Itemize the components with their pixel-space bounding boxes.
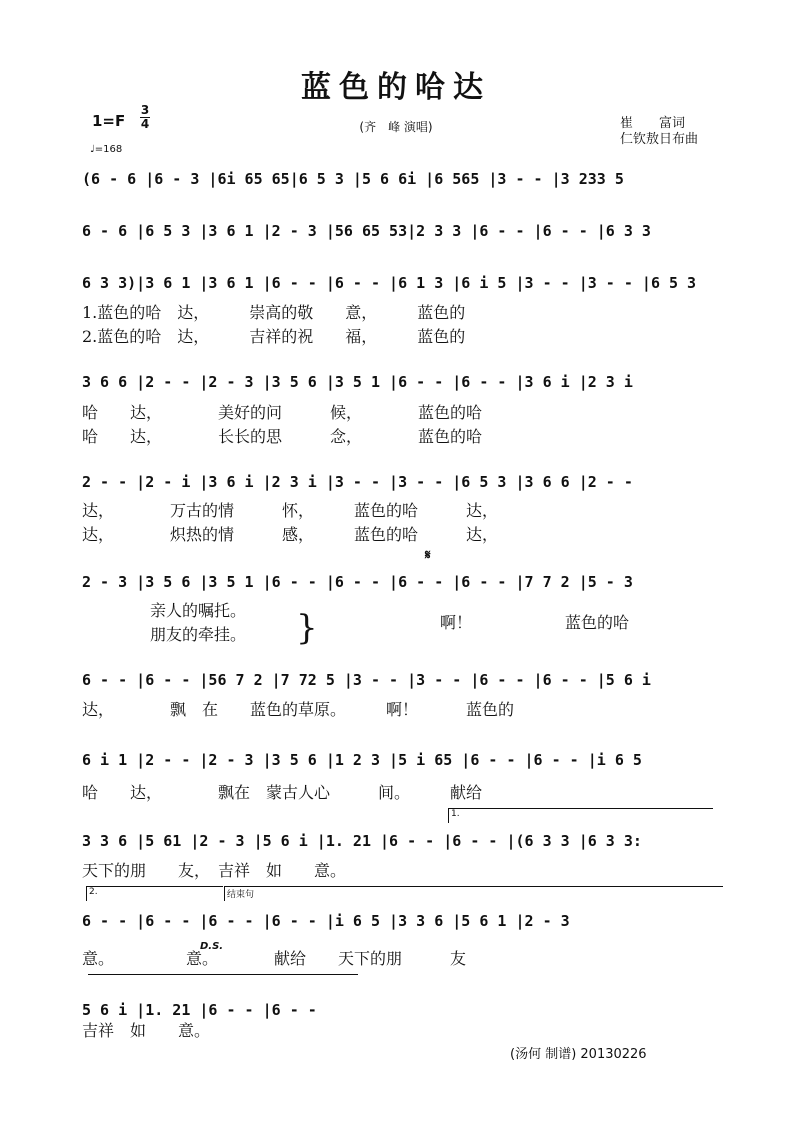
notation-row-4 [82,366,714,398]
notation-row-1 [82,163,714,195]
song-title: 蓝色的哈达 [301,70,491,105]
row-4-lyric-verse-2: 哈 达， 长长的思 念， 蓝色的哈 [82,427,483,446]
performer: (齐 峰 演唱) [359,120,433,134]
first-ending-label: 1. [451,809,460,819]
ds-mark: D.S. [200,941,224,952]
row-6-notes: 2 - 3 |3 5 6 |3 5 1 |6 - - |6 - - |6 - - |6 - - |7 7 2 |5 - 3 [82,573,633,591]
notation-row-6 [82,566,714,598]
row-10-notes: 6 - - |6 - - |6 - - |6 - - |i 6 5 |3 3 6 |5 6 1 |2 - 3 [82,912,570,930]
row-8-lyric: 哈 达， 飘在 蒙古人心 间。 献给 [82,783,483,802]
footer-credit: (汤何 制谱) 20130226 [510,1047,647,1062]
row-9-notes: 3 3 6 |5 61 |2 - 3 |5 6 i |1. 21 |6 - - |6 - - |(6 3 3 |6 3 3: [82,832,642,850]
row-11-lyric: 吉祥 如 意。 [82,1021,211,1040]
row-5-notes: 2 - - |2 - i |3 6 i |2 3 i |3 - - |3 - - |6 5 3 |3 6 6 |2 - - [82,473,633,491]
notation-row-8 [82,744,714,776]
second-ending-bracket [86,886,223,901]
row-3-lyric-verse-2: 2.蓝色的哈 达， 吉祥的祝 福， 蓝色的 [82,327,466,346]
row-8-notes: 6 i 1 |2 - - |2 - 3 |3 5 6 |1 2 3 |5 i 65 |6 - - |6 - - |i 6 5 [82,751,642,769]
row-4-lyric-verse-1: 哈 达， 美好的问 候， 蓝色的哈 [82,403,483,422]
row-1-notes: (6 - 6 |6 - 3 |6i 65 65|6 5 3 |5 6 6i |6 565 |3 - - |3 233 5 [82,170,624,188]
notation-row-10 [82,905,714,937]
row-9-lyric: 天下的朋 友， 吉祥 如 意。 [82,861,347,880]
row-5-lyric-verse-2: 达， 炽热的情 感， 蓝色的哈 达， [82,525,499,544]
row-5-lyric-verse-1: 达， 万古的情 怀， 蓝色的哈 达， [82,501,499,520]
lyricist-credit: 崔 富词 [620,116,686,131]
row-6-lyric-verse-2: 朋友的牵挂。 [150,625,247,644]
notation-row-2 [82,215,714,247]
notation-row-7 [82,664,714,696]
row-11-notes: 5 6 i |1. 21 |6 - - |6 - - [82,1001,317,1019]
row-4-notes: 3 6 6 |2 - - |2 - 3 |3 5 6 |3 5 1 |6 - - |6 - - |3 6 i |2 3 i [82,373,633,391]
row-7-notes: 6 - - |6 - - |56 7 2 |7 72 5 |3 - - |3 - - |6 - - |6 - - |5 6 i [82,671,651,689]
row-2-notes: 6 - 6 |6 5 3 |3 6 1 |2 - 3 |56 65 53|2 3 3 |6 - - |6 - - |6 3 3 [82,222,651,240]
composer-credit: 仁钦敖日布曲 [620,132,699,147]
verse-brace: } [296,608,318,648]
tempo-mark: ♩=168 [90,144,123,155]
notation-row-9 [82,825,714,857]
first-ending-bracket [448,808,713,823]
final-ending-bracket [224,886,723,901]
coda-bracket [88,974,358,975]
row-10-lyric: 意。 意。 献给 天下的朋 友 [82,949,467,968]
notation-row-3 [82,267,714,299]
segno-sign: 𝄋 [425,548,431,563]
time-numerator: 3 [140,103,150,117]
row-6-lyric-verse-1: 亲人的嘱托。 [150,601,247,620]
time-denominator: 4 [140,117,150,131]
row-3-notes: 6 3 3)|3 6 1 |3 6 1 |6 - - |6 - - |6 1 3 |6 i 5 |3 - - |3 - - |6 5 3 [82,274,697,292]
row-6-lyric-end: 蓝色的哈 [565,613,630,632]
final-ending-label: 结束句 [227,890,255,900]
row-7-lyric: 达， 飘 在 蓝色的草原。 啊！ 蓝色的 [82,700,515,719]
second-ending-label: 2. [89,887,98,897]
row-6-lyric-interjection: 啊！ [440,613,473,632]
key-signature: 1=F [92,112,126,130]
notation-row-5 [82,466,714,498]
row-3-lyric-verse-1: 1.蓝色的哈 达， 崇高的敬 意， 蓝色的 [82,303,466,322]
